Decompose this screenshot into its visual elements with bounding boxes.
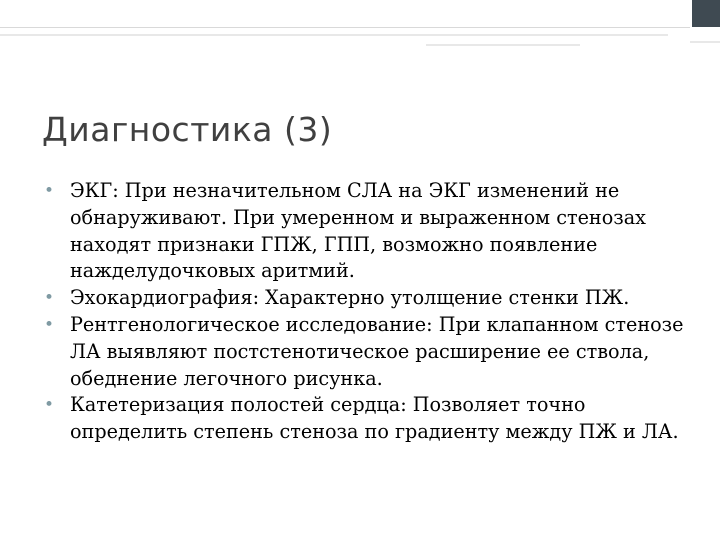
corner-accent-block [692,0,720,27]
bullet-item-xray [44,312,684,392]
bullet-item-ecg [44,178,684,285]
slide-title: Диагностика (3) [42,110,333,149]
decorative-rule-long [0,34,668,36]
bullet-text: Катетеризация полостей сердца: Позволяет точно определить степень стеноза по градиенту между ПЖ и ЛА. [70,393,679,444]
bullet-item-catheterization [44,392,684,446]
bullet-text: Рентгенологическое исследование: При клапанном стенозе ЛА выявляют постстенотическое расширение ее ствола, обеднение легочного рисунка. [70,312,684,390]
bullet-marker: • [44,181,55,201]
bullet-marker: • [44,314,55,335]
bullet-marker: • [44,395,55,416]
bullet-text: Эхокардиография: Характерно утолщение стенки ПЖ. [70,286,630,310]
decorative-rule-short [426,44,580,46]
bullet-item-echo [44,285,684,312]
bullet-text: ЭКГ: При незначительном СЛА на ЭКГ изменений не обнаруживают. При умеренном и выраженном стенозах находят признаки ГПЖ, ГПП, возможно появление нажделудочковых аритмий. [70,179,646,283]
bullet-marker: • [44,288,55,309]
bullet-list [44,178,684,446]
decorative-rule-right [690,41,720,43]
slide-top-bar [0,0,690,28]
